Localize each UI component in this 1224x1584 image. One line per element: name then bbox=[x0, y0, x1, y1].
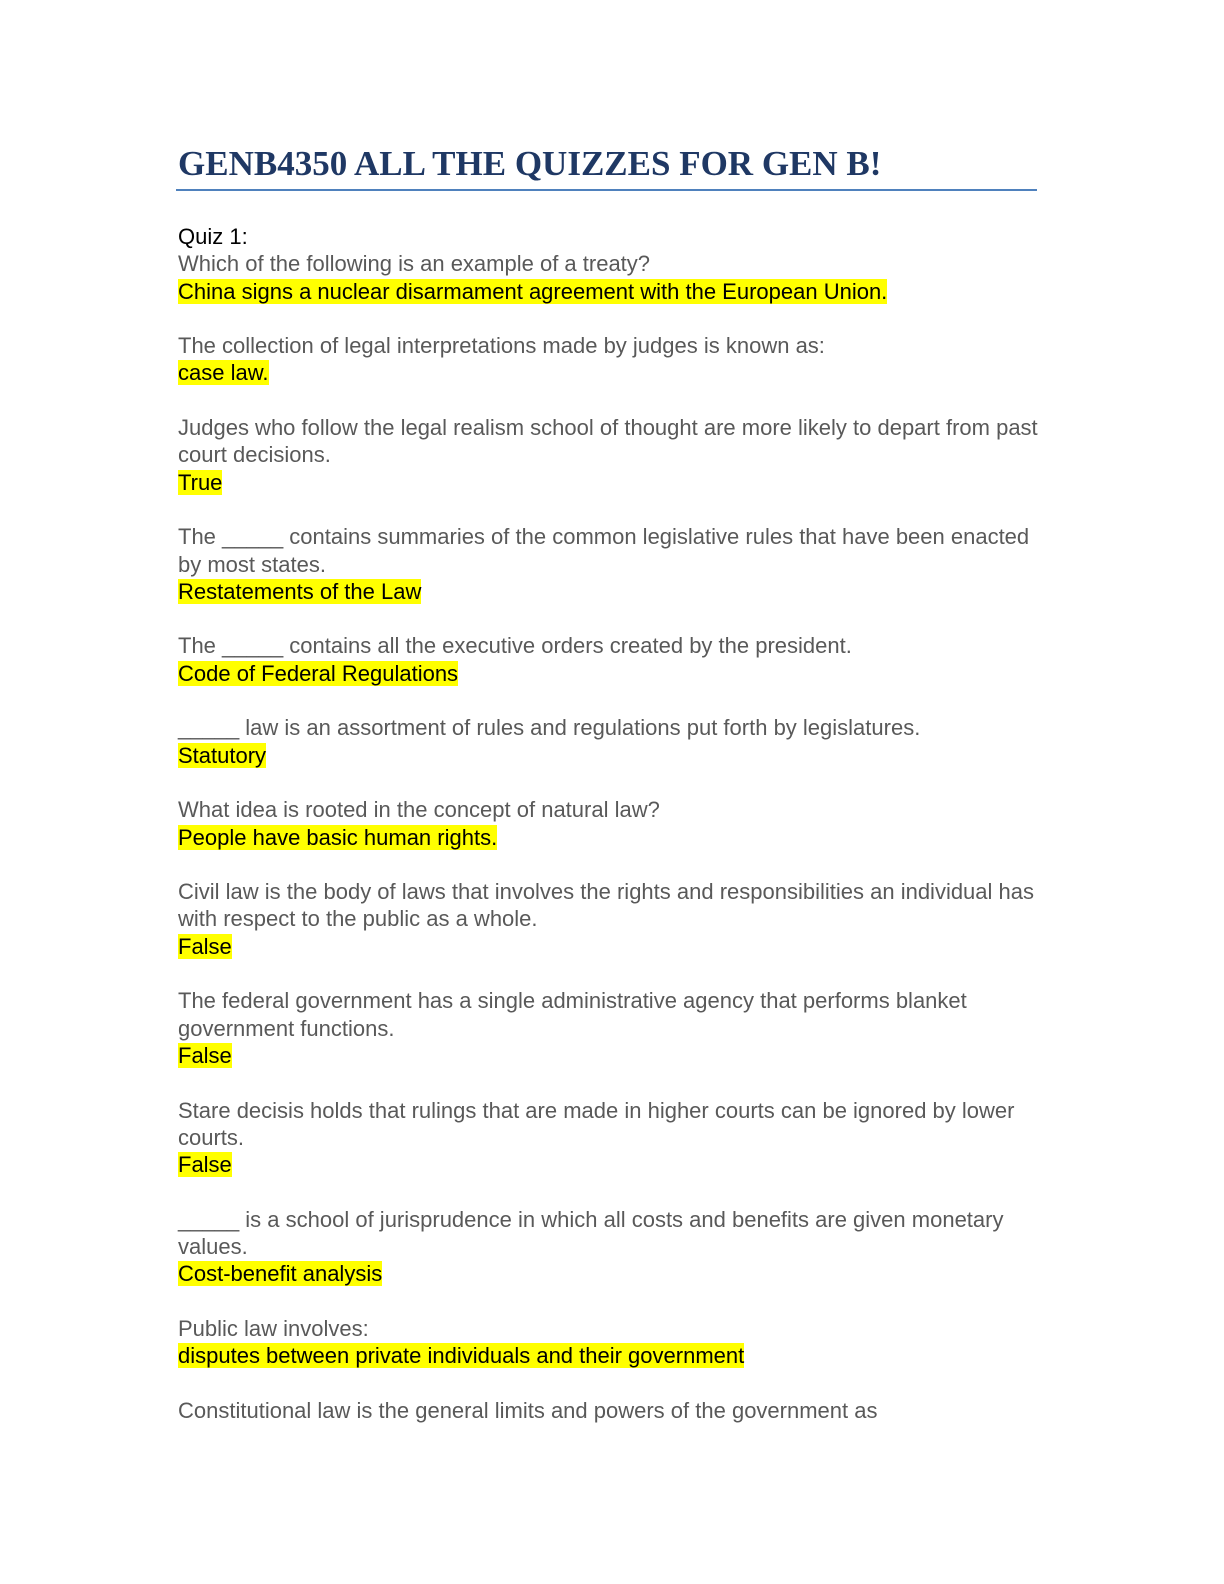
document-title: GENB4350 ALL THE QUIZZES FOR GEN B! bbox=[178, 144, 882, 183]
highlighted-answer: China signs a nuclear disarmament agreement with the European Union. bbox=[178, 278, 888, 304]
question-text: _____ is a school of jurisprudence in which all costs and benefits are given monetary values. bbox=[178, 1206, 1004, 1259]
quiz-item bbox=[178, 1315, 1048, 1370]
quiz-item bbox=[178, 250, 1048, 305]
highlighted-answer: False bbox=[178, 933, 232, 959]
highlighted-answer: case law. bbox=[178, 360, 269, 386]
quiz-item bbox=[178, 632, 1048, 687]
document-body bbox=[178, 223, 1048, 1424]
highlighted-answer: True bbox=[178, 469, 223, 495]
highlighted-answer: Statutory bbox=[178, 742, 267, 768]
trailing-question-text: Constitutional law is the general limits and powers of the government as bbox=[178, 1397, 878, 1423]
quiz-item bbox=[178, 523, 1048, 605]
quiz-item bbox=[178, 1206, 1048, 1288]
title-underline bbox=[176, 189, 1037, 191]
highlighted-answer: False bbox=[178, 1152, 232, 1178]
quiz-item bbox=[178, 332, 1048, 387]
highlighted-answer: Cost-benefit analysis bbox=[178, 1261, 383, 1287]
highlighted-answer: Restatements of the Law bbox=[178, 578, 422, 604]
question-text: Stare decisis holds that rulings that are made in higher courts can be ignored by lower courts. bbox=[178, 1097, 1015, 1150]
highlighted-answer: False bbox=[178, 1042, 232, 1068]
question-text: What idea is rooted in the concept of natural law? bbox=[178, 797, 660, 823]
quiz-item bbox=[178, 1097, 1048, 1179]
quiz-item bbox=[178, 714, 1048, 769]
question-text: The _____ contains summaries of the common legislative rules that have been enacted by most states. bbox=[178, 524, 1030, 577]
question-text: Civil law is the body of laws that involves the rights and responsibilities an individual has with respect to the public as a whole. bbox=[178, 879, 1035, 932]
highlighted-answer: disputes between private individuals and their government bbox=[178, 1343, 745, 1369]
question-text: Public law involves: bbox=[178, 1315, 369, 1341]
quiz-item bbox=[178, 414, 1048, 496]
quiz-item bbox=[178, 796, 1048, 851]
question-text: _____ law is an assortment of rules and regulations put forth by legislatures. bbox=[178, 715, 921, 741]
question-text: The _____ contains all the executive orders created by the president. bbox=[178, 633, 852, 659]
quiz-item bbox=[178, 878, 1048, 960]
highlighted-answer: Code of Federal Regulations bbox=[178, 660, 459, 686]
highlighted-answer: People have basic human rights. bbox=[178, 824, 498, 850]
question-text: Which of the following is an example of a treaty? bbox=[178, 251, 651, 277]
question-text: Judges who follow the legal realism school of thought are more likely to depart from past court decisions. bbox=[178, 415, 1038, 468]
question-text: The collection of legal interpretations made by judges is known as: bbox=[178, 333, 825, 359]
quiz-item bbox=[178, 987, 1048, 1069]
question-text: The federal government has a single administrative agency that performs blanket government functions. bbox=[178, 988, 967, 1041]
quiz-label: Quiz 1: bbox=[178, 224, 248, 249]
